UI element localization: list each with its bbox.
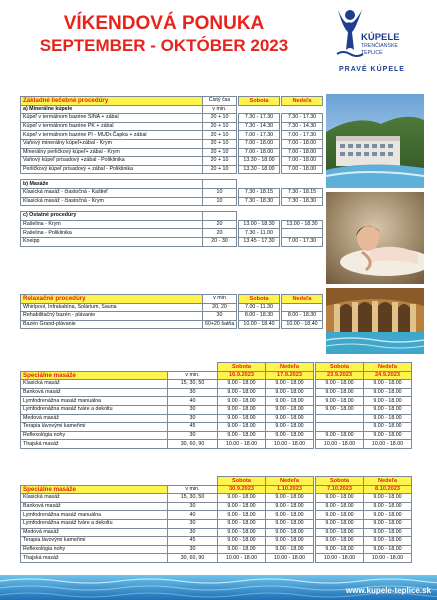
- table-row: [21, 494, 412, 503]
- procedure-time: 20 + 10: [203, 114, 237, 123]
- massage-duration: 45: [168, 537, 218, 546]
- massage-duration: 40: [168, 397, 218, 406]
- massage-hours: 9.00 - 18.00: [266, 397, 314, 406]
- massage-name: Thajská masáž: [21, 554, 168, 563]
- massage-hours: 10.00 - 18.00: [364, 554, 412, 563]
- column-header-sunday: Nedeľa: [282, 97, 323, 106]
- procedure-name: Minerálny perličkový kúpeľ+ zábal - Krym: [21, 148, 203, 157]
- massage-duration: 30: [168, 519, 218, 528]
- procedure-name: Kneipp: [21, 237, 203, 246]
- saturday-hours: 7.30 - 14.30: [239, 122, 280, 131]
- logo-brand: KÚPELE: [361, 32, 400, 43]
- procedure-time: [203, 212, 237, 221]
- procedure-time: 10: [203, 188, 237, 197]
- massage-hours: 10.00 - 18.00: [266, 554, 314, 563]
- column-header-date: 1.10.2023: [266, 485, 314, 494]
- massage-hours: 9.00 - 18.00: [316, 545, 364, 554]
- saturday-hours: 13.00 - 18.30: [239, 220, 280, 229]
- logo-brand-line2: TRENČIANSKE: [361, 43, 398, 49]
- sunday-hours: 10.00 - 18.40: [282, 320, 323, 329]
- procedure-name: c) Ostatné procedúry: [21, 212, 203, 221]
- procedure-time: 10: [203, 197, 237, 206]
- procedure-name: Bazén Grand-plávanie: [21, 320, 203, 329]
- massage-hours: 9.00 - 18.00: [316, 519, 364, 528]
- table-section-row: [21, 212, 323, 221]
- relaxation-procedures-table: [20, 294, 323, 329]
- saturday-hours: 8.00 - 18.30: [239, 312, 280, 321]
- massage-hours: 9.00 - 18.00: [218, 414, 266, 423]
- table-row: [21, 188, 323, 197]
- table-row: [21, 502, 412, 511]
- column-header-date: 17.9.2023: [266, 371, 314, 380]
- empty-cell: [168, 477, 218, 486]
- massage-hours: 9.00 - 18.00: [218, 494, 266, 503]
- column-header-date: 23.9.2023: [316, 371, 364, 380]
- sunday-hours: 7.30 - 17.30: [282, 114, 323, 123]
- table-section-row: [21, 105, 323, 114]
- table-section-row: [21, 180, 323, 189]
- massage-duration: 30: [168, 414, 218, 423]
- massage-hours: 9.00 - 18.00: [266, 414, 314, 423]
- massage-hours: 9.00 - 18.00: [316, 494, 364, 503]
- table-row: [21, 139, 323, 148]
- column-header-sunday: Nedeľa: [282, 295, 323, 304]
- massage-hours: [316, 423, 364, 432]
- table-header-row: [21, 97, 323, 106]
- massage-hours: 9.00 - 18.00: [316, 502, 364, 511]
- table-row: [21, 220, 323, 229]
- saturday-hours: 7.30 - 11.00: [239, 229, 280, 238]
- massage-hours: 10.00 - 18.00: [218, 554, 266, 563]
- massage-hours: 9.00 - 18.00: [364, 414, 412, 423]
- massage-hours: 9.00 - 18.00: [266, 537, 314, 546]
- table-row: [21, 229, 323, 238]
- saturday-hours: 7.30 - 18.15: [239, 188, 280, 197]
- massage-hours: 9.00 - 18.00: [364, 388, 412, 397]
- massage-hours: 9.00 - 18.00: [364, 537, 412, 546]
- sunday-hours: 7.00 - 18.00: [282, 148, 323, 157]
- massage-duration: 45: [168, 423, 218, 432]
- table-row: [21, 388, 412, 397]
- logo-slogan: PRAVÉ KÚPELE: [339, 66, 405, 73]
- table-row: [21, 320, 323, 329]
- table-row: [21, 537, 412, 546]
- column-header-saturday: Sobota: [239, 295, 280, 304]
- table-row: [21, 131, 323, 140]
- saturday-hours: 7.00 - 11.30: [239, 303, 280, 312]
- procedure-time: 20 + 10: [203, 165, 237, 174]
- massage-hours: 9.00 - 18.00: [316, 397, 364, 406]
- massage-hours: 9.00 - 18.00: [316, 537, 364, 546]
- table-row: [21, 197, 323, 206]
- saturday-hours: 7.30 - 18.30: [239, 197, 280, 206]
- basic-procedures-table: [20, 96, 323, 247]
- sunday-hours: 7.30 - 18.15: [282, 188, 323, 197]
- procedure-name: b) Masáže: [21, 180, 203, 189]
- column-header-day: Nedeľa: [364, 477, 412, 486]
- column-header-day: Nedeľa: [266, 363, 314, 372]
- table-row: [21, 423, 412, 432]
- column-header-date: 16.9.2023: [218, 371, 266, 380]
- procedure-name: Klasická masáž - čiastočná - Kaštieľ: [21, 188, 203, 197]
- procedure-time: 20 - 30: [203, 237, 237, 246]
- procedure-name: Kúpeľ v termálnom bazéne SINA + zábal: [21, 114, 203, 123]
- massage-hours: 9.00 - 18.00: [364, 511, 412, 520]
- massage-hours: 9.00 - 18.00: [266, 528, 314, 537]
- massage-name: Lymfodrenážna masáž tváre a dekoltu: [21, 519, 168, 528]
- table-row: [21, 237, 323, 246]
- table-row: [21, 405, 412, 414]
- column-header-procedure: Špeciálne masáže: [21, 371, 168, 380]
- massage-name: Medová masáž: [21, 414, 168, 423]
- procedure-name: Rašelina - Poliklinika: [21, 229, 203, 238]
- table-row: [21, 148, 323, 157]
- empty-cell: [168, 363, 218, 372]
- massage-name: Klasická masáž: [21, 380, 168, 389]
- table-row: [21, 414, 412, 423]
- procedure-name: Vaňový kúpeľ prísadový +zábal - Poliklinika: [21, 157, 203, 166]
- massage-hours: 9.00 - 18.00: [364, 397, 412, 406]
- massage-duration: 15, 30, 50: [168, 380, 218, 389]
- procedure-name: Rašelina - Krym: [21, 220, 203, 229]
- massage-hours: 9.00 - 18.00: [218, 545, 266, 554]
- sunday-hours: 7.00 - 17.30: [282, 131, 323, 140]
- table-row: [21, 440, 412, 449]
- column-header-date: 8.10.2023: [364, 485, 412, 494]
- massage-name: Medová masáž: [21, 528, 168, 537]
- procedure-name: Rehabilitačný bazén - plávanie: [21, 312, 203, 321]
- empty-cell: [239, 180, 280, 189]
- massage-duration: 30: [168, 528, 218, 537]
- massage-hours: 9.00 - 18.00: [364, 545, 412, 554]
- empty-cell: [21, 363, 168, 372]
- table-row: [21, 511, 412, 520]
- logo[interactable]: [335, 4, 425, 84]
- table-row: [21, 431, 412, 440]
- massage-duration: 30: [168, 502, 218, 511]
- saturday-hours: 7.00 - 18.00: [239, 139, 280, 148]
- table-header-day-row: [21, 363, 412, 372]
- procedure-time: 20 + 10: [203, 148, 237, 157]
- sunday-hours: 7.00 - 18.00: [282, 157, 323, 166]
- massage-name: Lymfodrenážna masáž tváre a dekoltu: [21, 405, 168, 414]
- massage-hours: 10.00 - 18.00: [316, 554, 364, 563]
- column-header-day: Nedeľa: [266, 477, 314, 486]
- procedure-name: Klasická masáž - čiastočná - Krym: [21, 197, 203, 206]
- procedure-time: 20 + 10: [203, 122, 237, 131]
- table-row: [21, 122, 323, 131]
- saturday-hours: 10.00 - 18.40: [239, 320, 280, 329]
- saturday-hours: 7.00 - 18.00: [239, 148, 280, 157]
- massage-name: Terapia lávovými kameňmi: [21, 423, 168, 432]
- resort-building-photo: [326, 94, 424, 188]
- procedure-name: Vaňový minerálny kúpeľ+zábal - Krym: [21, 139, 203, 148]
- massage-hours: 9.00 - 18.00: [218, 528, 266, 537]
- massage-hours: 9.00 - 18.00: [364, 502, 412, 511]
- massage-hours: 9.00 - 18.00: [218, 502, 266, 511]
- massage-duration: 30, 60, 90: [168, 440, 218, 449]
- special-massages-table-october: [20, 476, 412, 563]
- table-header-row: [21, 295, 323, 304]
- massage-hours: 9.00 - 18.00: [316, 431, 364, 440]
- empty-cell: [282, 105, 323, 114]
- table-row: [21, 312, 323, 321]
- massage-hours: 10.00 - 18.00: [218, 440, 266, 449]
- massage-hours: 9.00 - 18.00: [266, 502, 314, 511]
- column-header-time: Čistý čas: [203, 97, 237, 106]
- table-row: [21, 380, 412, 389]
- massage-hours: 9.00 - 18.00: [218, 519, 266, 528]
- massage-hours: 9.00 - 18.00: [364, 405, 412, 414]
- massage-hours: 9.00 - 18.00: [266, 388, 314, 397]
- massage-hours: 9.00 - 18.00: [316, 511, 364, 520]
- empty-cell: [21, 477, 168, 486]
- empty-cell: [282, 212, 323, 221]
- massage-hours: 9.00 - 18.00: [364, 528, 412, 537]
- special-massages-table-september: [20, 362, 412, 449]
- massage-hours: 9.00 - 18.00: [266, 519, 314, 528]
- table-row: [21, 165, 323, 174]
- column-header-date: 24.9.2023: [364, 371, 412, 380]
- sunday-hours: 7.00 - 18.00: [282, 165, 323, 174]
- column-header-day: Sobota: [316, 477, 364, 486]
- column-header-procedure: Špeciálne masáže: [21, 485, 168, 494]
- column-header-day: Sobota: [218, 363, 266, 372]
- column-header-day: Sobota: [316, 363, 364, 372]
- massage-hours: 9.00 - 18.00: [364, 423, 412, 432]
- relaxation-person-photo: [326, 192, 424, 284]
- massage-duration: 15, 30, 50: [168, 494, 218, 503]
- massage-hours: 10.00 - 18.00: [266, 440, 314, 449]
- procedure-name: Kúpeľ v termálnom bazéne PI - MUDr.Čapka + zábal: [21, 131, 203, 140]
- column-header-date: 7.10.2023: [316, 485, 364, 494]
- procedure-name: Kúpeľ v termálnom bazéne PK + zábal: [21, 122, 203, 131]
- column-header-day: Sobota: [218, 477, 266, 486]
- massage-hours: 9.00 - 18.00: [364, 380, 412, 389]
- massage-hours: 9.00 - 18.00: [364, 431, 412, 440]
- sunday-hours: [282, 229, 323, 238]
- massage-name: Klasická masáž: [21, 494, 168, 503]
- procedure-time: 20: [203, 220, 237, 229]
- massage-hours: 9.00 - 18.00: [266, 431, 314, 440]
- massage-name: Banková masáž: [21, 388, 168, 397]
- saturday-hours: 13.30 - 18.00: [239, 157, 280, 166]
- massage-hours: 9.00 - 18.00: [316, 380, 364, 389]
- sunday-hours: 7.00 - 17.30: [282, 237, 323, 246]
- procedure-time: 20: [203, 229, 237, 238]
- sunday-hours: 13.00 - 18.30: [282, 220, 323, 229]
- massage-hours: 9.00 - 18.00: [218, 431, 266, 440]
- column-header-procedure: Relaxačné procedúry: [21, 295, 203, 304]
- procedure-time: 20 + 10: [203, 131, 237, 140]
- massage-hours: 9.00 - 18.00: [218, 405, 266, 414]
- massage-duration: 30, 60, 90: [168, 554, 218, 563]
- column-header-time: v min: [203, 295, 237, 304]
- sunday-hours: [282, 303, 323, 312]
- procedure-time: 30: [203, 312, 237, 321]
- massage-name: Reflexológia nohy: [21, 545, 168, 554]
- massage-hours: 9.00 - 18.00: [266, 494, 314, 503]
- saturday-hours: 13.45 - 17.30: [239, 237, 280, 246]
- indoor-pool-photo: [326, 288, 424, 354]
- procedure-name: Perličkový kúpeľ prísadový + zábal - Poliklinika: [21, 165, 203, 174]
- massage-hours: 9.00 - 18.00: [218, 380, 266, 389]
- sunday-hours: 7.30 - 14.30: [282, 122, 323, 131]
- empty-cell: [239, 105, 280, 114]
- massage-name: Terapia lávovými kameňmi: [21, 537, 168, 546]
- column-header-time: v min.: [168, 371, 218, 380]
- massage-hours: 9.00 - 18.00: [316, 405, 364, 414]
- massage-name: Thajská masáž: [21, 440, 168, 449]
- column-header-date: 30.9.2023: [218, 485, 266, 494]
- column-header-procedure: Základné liečebné procedúry: [21, 97, 203, 106]
- massage-hours: 9.00 - 18.00: [266, 423, 314, 432]
- massage-hours: 9.00 - 18.00: [266, 511, 314, 520]
- page-title: VÍKENDOVÁ PONUKA: [63, 13, 265, 34]
- massage-hours: 9.00 - 18.00: [266, 405, 314, 414]
- procedure-time: 20 + 10: [203, 139, 237, 148]
- massage-duration: 30: [168, 545, 218, 554]
- column-header-saturday: Sobota: [239, 97, 280, 106]
- sunday-hours: 7.00 - 18.00: [282, 139, 323, 148]
- massage-hours: 9.00 - 18.00: [266, 380, 314, 389]
- sunday-hours: 8.00 - 18.30: [282, 312, 323, 321]
- massage-duration: 40: [168, 511, 218, 520]
- massage-hours: 9.00 - 18.00: [218, 388, 266, 397]
- massage-hours: 9.00 - 18.00: [218, 423, 266, 432]
- massage-hours: 9.00 - 18.00: [364, 494, 412, 503]
- saturday-hours: 7.00 - 17.30: [239, 131, 280, 140]
- massage-hours: 9.00 - 18.00: [316, 528, 364, 537]
- massage-hours: 9.00 - 18.00: [364, 519, 412, 528]
- table-row: [21, 554, 412, 563]
- website-link[interactable]: www.kupele-teplice.sk: [345, 586, 431, 595]
- saturday-hours: 7.30 - 17.30: [239, 114, 280, 123]
- massage-hours: 9.00 - 18.00: [218, 537, 266, 546]
- procedure-time: 20 + 10: [203, 157, 237, 166]
- procedure-time: [203, 180, 237, 189]
- procedure-name: a) Minerálne kúpele: [21, 105, 203, 114]
- massage-hours: 9.00 - 18.00: [266, 545, 314, 554]
- logo-brand-line3: TEPLICE: [361, 50, 383, 56]
- massage-hours: 9.00 - 18.00: [218, 397, 266, 406]
- table-header-date-row: [21, 371, 412, 380]
- column-header-time: v min.: [168, 485, 218, 494]
- saturday-hours: 13.30 - 18.00: [239, 165, 280, 174]
- table-header-date-row: [21, 485, 412, 494]
- table-header-day-row: [21, 477, 412, 486]
- column-header-day: Nedeľa: [364, 363, 412, 372]
- table-row: [21, 528, 412, 537]
- massage-hours: [316, 414, 364, 423]
- massage-hours: 10.00 - 18.00: [316, 440, 364, 449]
- massage-name: Lymfodrenážna masáž manuálna: [21, 397, 168, 406]
- massage-name: Banková masáž: [21, 502, 168, 511]
- empty-cell: [282, 180, 323, 189]
- massage-duration: 30: [168, 405, 218, 414]
- table-row: [21, 114, 323, 123]
- massage-hours: 9.00 - 18.00: [218, 511, 266, 520]
- sunday-hours: 7.30 - 18.30: [282, 197, 323, 206]
- procedure-time: 20, 20: [203, 303, 237, 312]
- massage-hours: 10.00 - 18.00: [364, 440, 412, 449]
- page-subtitle: SEPTEMBER - OKTÓBER 2023: [39, 36, 289, 55]
- procedure-time: v min.: [203, 105, 237, 114]
- massage-name: Reflexológia nohy: [21, 431, 168, 440]
- empty-cell: [239, 212, 280, 221]
- table-row: [21, 545, 412, 554]
- procedure-name: Whirlpool, Infrakabína, Solárium, Sauna: [21, 303, 203, 312]
- massage-duration: 30: [168, 431, 218, 440]
- massage-hours: 9.00 - 18.00: [316, 388, 364, 397]
- table-row: [21, 303, 323, 312]
- table-row: [21, 157, 323, 166]
- procedure-time: 60+20 šatňa: [203, 320, 237, 329]
- table-row: [21, 519, 412, 528]
- massage-name: Lymfodrenážna masáž manuálna: [21, 511, 168, 520]
- massage-duration: 30: [168, 388, 218, 397]
- table-row: [21, 397, 412, 406]
